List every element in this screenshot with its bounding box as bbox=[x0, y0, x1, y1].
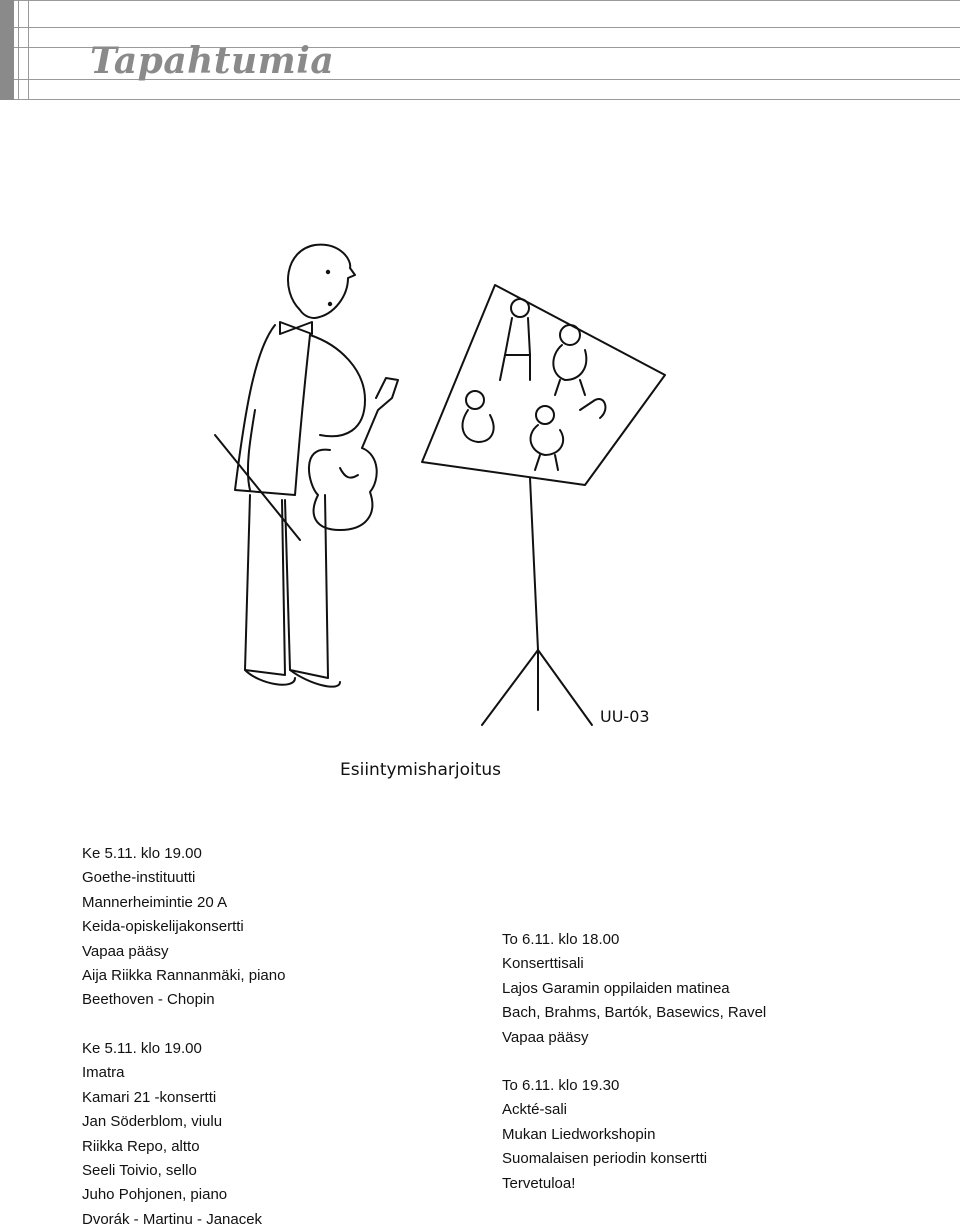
illustration-signature: UU-03 bbox=[600, 707, 650, 726]
event-title: Mukan Liedworkshopin bbox=[502, 1125, 656, 1143]
event-title: Kamari 21 -konsertti bbox=[82, 1088, 217, 1106]
event-admission: Vapaa pääsy bbox=[502, 1028, 589, 1046]
event-venue: Konserttisali bbox=[502, 955, 584, 973]
event-venue: Imatra bbox=[82, 1064, 125, 1082]
event-performer: Aija Riikka Rannanmäki, piano bbox=[82, 966, 286, 984]
page-title: Tapahtumia bbox=[90, 40, 335, 82]
event-performer: Riikka Repo, altto bbox=[82, 1137, 200, 1155]
header-rule bbox=[14, 27, 960, 28]
event-note: Tervetuloa! bbox=[502, 1174, 576, 1192]
event-block bbox=[82, 1037, 262, 1232]
page-header bbox=[0, 0, 960, 100]
event-program: Beethoven - Chopin bbox=[82, 991, 215, 1009]
event-admission: Vapaa pääsy bbox=[82, 942, 169, 960]
event-datetime: Ke 5.11. klo 19.00 bbox=[82, 1040, 202, 1057]
event-program: Bach, Brahms, Bartók, Basewics, Ravel bbox=[502, 1004, 767, 1022]
event-program: Dvorák - Martinu - Janacek bbox=[82, 1210, 263, 1228]
cellist-illustration bbox=[200, 230, 680, 730]
event-performer: Juho Pohjonen, piano bbox=[82, 1186, 228, 1204]
event-block bbox=[502, 1074, 707, 1196]
event-datetime: To 6.11. klo 18.00 bbox=[502, 931, 620, 948]
event-datetime: To 6.11. klo 19.30 bbox=[502, 1077, 620, 1094]
event-title: Lajos Garamin oppilaiden matinea bbox=[502, 979, 730, 997]
event-title: Suomalaisen periodin konsertti bbox=[502, 1150, 708, 1168]
event-address: Mannerheimintie 20 A bbox=[82, 893, 228, 911]
event-title: Keida-opiskelijakonsertti bbox=[82, 918, 244, 936]
event-venue: Ackté-sali bbox=[502, 1101, 568, 1119]
event-block bbox=[82, 842, 285, 1013]
event-block bbox=[502, 928, 766, 1050]
event-venue: Goethe-instituutti bbox=[82, 869, 196, 887]
header-vline bbox=[18, 0, 19, 100]
event-performer: Jan Söderblom, viulu bbox=[82, 1113, 223, 1131]
illustration-caption: Esiintymisharjoitus bbox=[340, 760, 502, 780]
event-performer: Seeli Toivio, sello bbox=[82, 1161, 197, 1179]
header-rule bbox=[14, 0, 960, 1]
event-datetime: Ke 5.11. klo 19.00 bbox=[82, 845, 202, 862]
header-vline bbox=[28, 0, 29, 100]
header-rule bbox=[14, 99, 960, 100]
header-side-bar bbox=[0, 0, 14, 100]
